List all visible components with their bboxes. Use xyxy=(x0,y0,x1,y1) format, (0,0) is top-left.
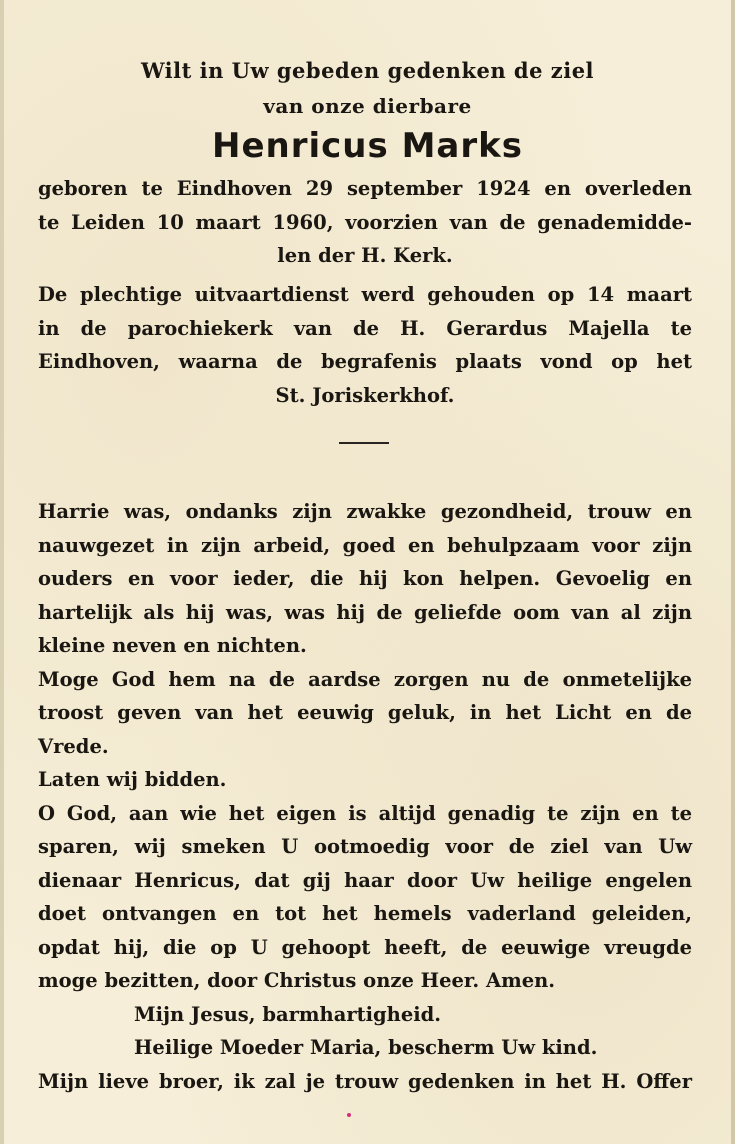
text-line: ouders en voor ieder, die hij kon helpen. Gevoelig en xyxy=(38,567,692,590)
text-line: kleine neven en nichten. xyxy=(38,634,307,657)
text-line: Harrie was, ondanks zijn zwakke gezondheid, trouw en xyxy=(38,500,692,523)
prayer-line: Mijn Jesus, barmhartigheid. xyxy=(134,1002,442,1026)
text-line: nauwgezet in zijn arbeid, goed en behulpzaam voor zijn xyxy=(38,533,692,557)
opening-line-2: van onze dierbare xyxy=(263,94,472,118)
text-line: te Leiden 10 maart 1960, voorzien van de genademidde- xyxy=(38,210,692,234)
text-line: Eindhoven, waarna de begrafenis plaats vond op het xyxy=(38,350,692,373)
text-line: O God, aan wie het eigen is altijd genadig te zijn en te xyxy=(38,801,692,825)
text-line: Vrede. xyxy=(38,734,109,758)
text-line: De plechtige uitvaartdienst werd gehouden op 14 maart xyxy=(38,283,692,306)
birth-death-paragraph xyxy=(38,172,692,273)
text-line: in de parochiekerk van de H. Gerardus Majella te xyxy=(38,316,692,340)
text-line: troost geven van het eeuwig geluk, in het Licht en de xyxy=(38,701,692,724)
funeral-paragraph xyxy=(38,278,692,412)
text-line: St. Joriskerkhof. xyxy=(275,383,455,407)
closing-line: Mijn lieve broer, ik zal je trouw gedenken in het H. Offer xyxy=(38,1069,692,1093)
text-line: Moge God hem na de aardse zorgen nu de onmetelijke xyxy=(38,667,692,691)
remembrance-text xyxy=(38,495,692,1098)
text-line: doet ontvangen en tot het hemels vaderland geleiden, xyxy=(38,902,692,925)
text-line: moge bezitten, door Christus onze Heer. Amen. xyxy=(38,969,556,992)
text-line: geboren te Eindhoven 29 september 1924 en overleden xyxy=(38,177,692,200)
prayer-line: Heilige Moeder Maria, bescherm Uw kind. xyxy=(134,1036,598,1059)
text-line: opdat hij, die op U gehoopt heeft, de eeuwige vreugde xyxy=(38,935,692,959)
ink-speck xyxy=(347,1113,351,1117)
text-line: sparen, wij smeken U ootmoedig voor de ziel van Uw xyxy=(38,835,692,858)
text-line: Laten wij bidden. xyxy=(38,768,227,791)
text-line: dienaar Henricus, dat gij haar door Uw heilige engelen xyxy=(38,868,692,892)
text-line: len der H. Kerk. xyxy=(277,244,453,267)
text-line: hartelijk als hij was, was hij de geliefde oom van al zijn xyxy=(38,600,692,624)
deceased-name: Henricus Marks xyxy=(212,126,523,166)
opening-line: Wilt in Uw gebeden gedenken de ziel xyxy=(140,58,595,83)
divider xyxy=(339,442,389,444)
